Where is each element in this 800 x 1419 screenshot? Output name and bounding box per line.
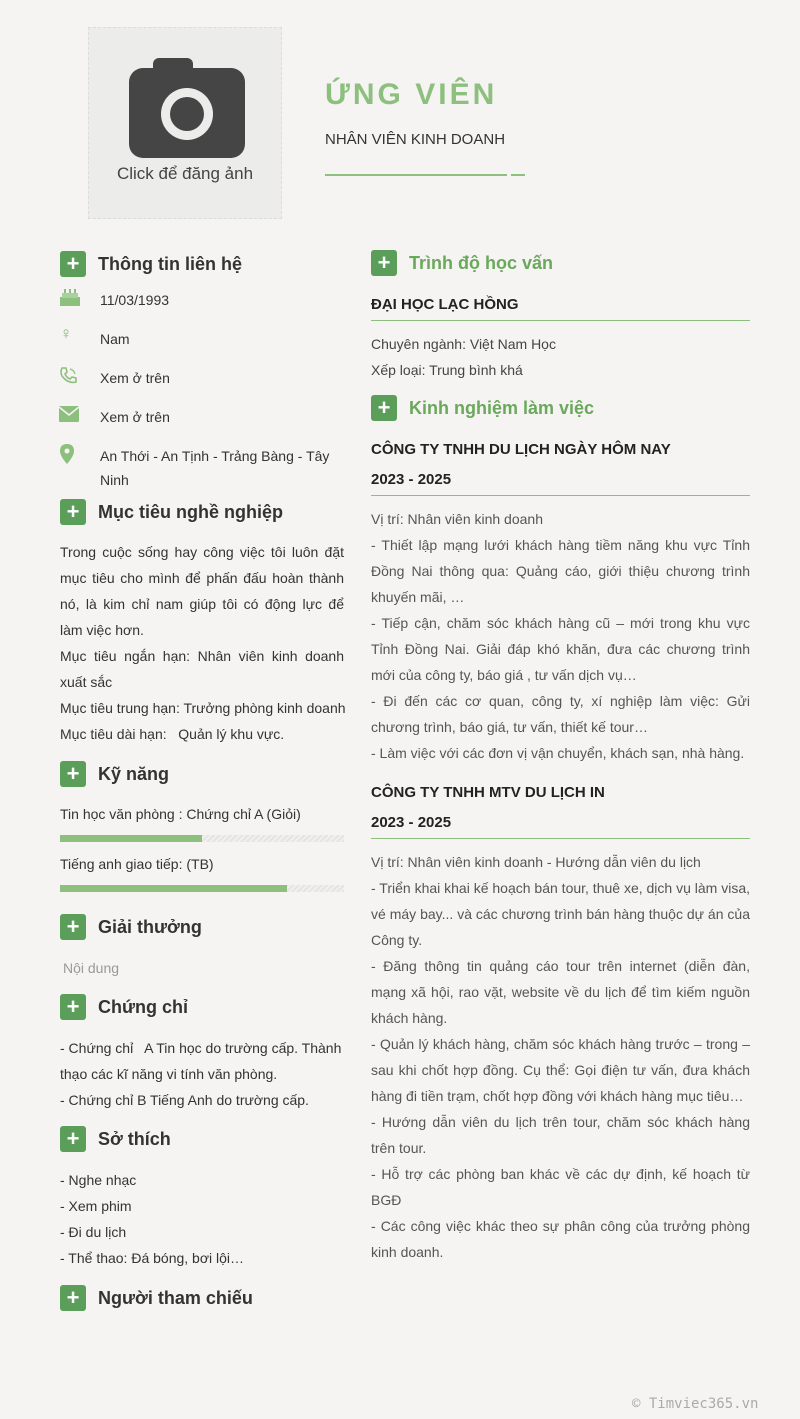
certificate-item: - Chứng chỉ A Tin học do trường cấp. Thành thạo các kĩ năng vi tính văn phòng.	[60, 1040, 346, 1082]
skills-section-title: Kỹ năng	[98, 764, 170, 784]
objective-intro: Trong cuộc sống hay công việc tôi luôn đặt mục tiêu cho mình để phấn đấu hoàn thành nó, là kim chỉ nam giúp tôi có động lực để làm việc hơn.	[60, 544, 344, 638]
header-divider	[325, 174, 507, 176]
hobby-item: - Đi du lịch	[60, 1224, 127, 1240]
awards-section-title: Giải thưởng	[98, 917, 202, 937]
education-grade: Xếp loại: Trung bình khá	[371, 362, 523, 378]
skill-bar-fill	[60, 885, 287, 892]
job-company: CÔNG TY TNHH DU LỊCH NGÀY HÔM NAY	[371, 441, 671, 458]
objective-long-term: Mục tiêu dài hạn: Quản lý khu vực.	[60, 726, 285, 742]
education-divider	[371, 320, 750, 321]
contact-address: An Thới - An Tịnh - Trảng Bàng - Tây Ninh	[100, 448, 330, 488]
job-company: CÔNG TY TNHH MTV DU LỊCH IN	[371, 784, 605, 801]
hobby-item: - Thể thao: Đá bóng, bơi lội…	[60, 1250, 245, 1266]
profile-photo-upload[interactable]	[88, 27, 282, 219]
hobby-item: - Xem phim	[60, 1198, 132, 1214]
add-section-icon[interactable]: +	[371, 395, 397, 421]
objective-section-title: Mục tiêu nghề nghiệp	[98, 502, 283, 522]
camera-icon	[129, 58, 245, 158]
birthday-cake-icon	[59, 287, 81, 312]
job-years: 2023 - 2025	[371, 471, 452, 488]
candidate-position: NHÂN VIÊN KINH DOANH	[325, 131, 506, 148]
add-section-icon[interactable]: +	[60, 251, 86, 277]
contact-gender: Nam	[100, 331, 130, 347]
gender-icon: ♀	[59, 324, 73, 343]
photo-upload-label[interactable]: Click để đăng ảnh	[116, 164, 254, 183]
education-school: ĐẠI HỌC LẠC HỒNG	[371, 296, 519, 313]
add-section-icon[interactable]: +	[60, 1285, 86, 1311]
skill-bar-track	[60, 885, 344, 892]
job-description: Vị trí: Nhân viên kinh doanh - Hướng dẫn viên du lịch - Triển khai khai kế hoạch bán tour, thuê xe, dịch vụ làm visa, vé máy bay... và các chương trình bán hàng thuộc dự án của Công ty. - Đăng thông tin quảng cáo tour trên internet (diễn đàn, mạng xã hội, rao vặt, website về du lịch để tìm kiếm nguồn khách hàng. - Quản lý khách hàng, chăm sóc khách hàng trước – trong – sau khi chốt hợp đồng. Cụ thể: Gọi điện tư vấn, đưa khách hàng đi tiền trạm, chốt hợp đồng với khách hàng mục tiêu… - Hướng dẫn viên du lịch trên tour, chăm sóc khách hàng trên tour. - Hỗ trợ các phòng ban khác về các dự định, kế hoạch từ BGĐ - Các công việc khác theo sự phân công của trưởng phòng kinh doanh.	[371, 854, 750, 1260]
header-divider-dash	[511, 174, 525, 176]
education-section-title: Trình độ học vấn	[409, 253, 554, 273]
certificates-section-title: Chứng chỉ	[98, 997, 189, 1017]
location-pin-icon	[60, 444, 74, 469]
experience-section-title: Kinh nghiệm làm việc	[409, 398, 595, 418]
add-section-icon[interactable]: +	[60, 761, 86, 787]
contact-section-title: Thông tin liên hệ	[98, 254, 242, 274]
add-section-icon[interactable]: +	[60, 994, 86, 1020]
hobby-item: - Nghe nhạc	[60, 1172, 137, 1188]
add-section-icon[interactable]: +	[371, 250, 397, 276]
education-major: Chuyên ngành: Việt Nam Học	[371, 336, 556, 352]
contact-phone: Xem ở trên	[100, 370, 170, 386]
footer-watermark: © Timviec365.vn	[632, 1396, 759, 1412]
references-section-title: Người tham chiếu	[98, 1288, 253, 1308]
awards-placeholder[interactable]: Nội dung	[63, 960, 120, 976]
objective-short-term: Mục tiêu ngắn hạn: Nhân viên kinh doanh xuất sắc	[60, 648, 344, 690]
add-section-icon[interactable]: +	[60, 1126, 86, 1152]
job-years: 2023 - 2025	[371, 814, 452, 831]
candidate-name: ỨNG VIÊN	[325, 78, 498, 111]
skill-label: Tiếng anh giao tiếp: (TB)	[60, 856, 214, 872]
add-section-icon[interactable]: +	[60, 914, 86, 940]
contact-email: Xem ở trên	[100, 409, 170, 425]
job-divider	[371, 495, 750, 496]
job-description: Vị trí: Nhân viên kinh doanh - Thiết lập mạng lưới khách hàng tiềm năng khu vực Tỉnh Đồng Nai thông qua: Quảng cáo, giới thiệu chương trình khuyến mãi, … - Tiếp cận, chăm sóc khách hàng cũ – mới trong khu vực Tỉnh Đồng Nai. Giải đáp khó khăn, đưa các chương trình mới của công ty, báo giá , tư vấn dịch vụ… - Đi đến các cơ quan, công ty, xí nghiệp làm việc: Gửi chương trình, báo giá, tư vấn, thiết kế tour… - Làm việc với các đơn vị vận chuyển, khách sạn, nhà hàng.	[371, 511, 750, 761]
hobbies-section-title: Sở thích	[98, 1129, 171, 1149]
certificate-item: - Chứng chỉ B Tiếng Anh do trường cấp.	[60, 1092, 309, 1108]
add-section-icon[interactable]: +	[60, 499, 86, 525]
skill-bar-track	[60, 835, 344, 842]
job-divider	[371, 838, 750, 839]
objective-mid-term: Mục tiêu trung hạn: Trưởng phòng kinh doanh	[60, 700, 346, 716]
skill-label: Tin học văn phòng : Chứng chỉ A (Giỏi)	[60, 806, 301, 822]
email-icon	[59, 406, 79, 427]
skill-bar-fill	[60, 835, 202, 842]
contact-birthday: 11/03/1993	[100, 292, 170, 308]
phone-icon	[58, 366, 78, 391]
